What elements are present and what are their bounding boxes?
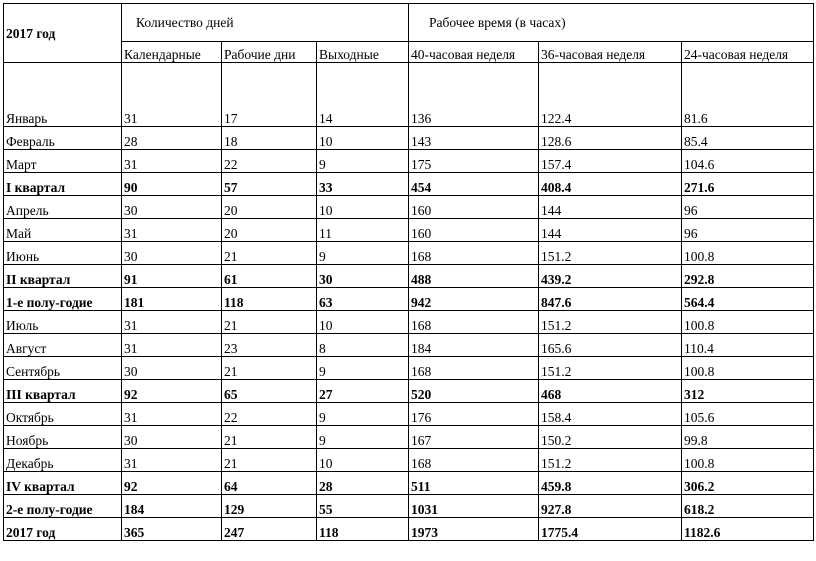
cell-value: 21 xyxy=(222,242,317,265)
cell-value: 21 xyxy=(222,426,317,449)
row-label: 1-е полу-годие xyxy=(4,288,122,311)
cell-value: 65 xyxy=(222,380,317,403)
cell-value: 104.6 xyxy=(682,150,814,173)
cell-value: 99.8 xyxy=(682,426,814,449)
cell-value: 454 xyxy=(409,173,539,196)
cell-value: 64 xyxy=(222,472,317,495)
cell-value: 459.8 xyxy=(539,472,682,495)
cell-value: 168 xyxy=(409,311,539,334)
cell-value: 21 xyxy=(222,357,317,380)
days-group-header: Количество дней xyxy=(122,4,409,42)
cell-value: 176 xyxy=(409,403,539,426)
table-row xyxy=(4,311,814,334)
cell-value: 151.2 xyxy=(539,449,682,472)
table-row xyxy=(4,495,814,518)
row-label: Май xyxy=(4,219,122,242)
cell-value: 9 xyxy=(317,403,409,426)
cell-value: 100.8 xyxy=(682,311,814,334)
cell-value: 1973 xyxy=(409,518,539,541)
cell-value: 9 xyxy=(317,150,409,173)
cell-value: 10 xyxy=(317,449,409,472)
cell-value: 160 xyxy=(409,219,539,242)
cell-value: 31 xyxy=(122,311,222,334)
cell-value: 81.6 xyxy=(682,63,814,127)
cell-value: 27 xyxy=(317,380,409,403)
cell-value: 31 xyxy=(122,219,222,242)
cell-value: 488 xyxy=(409,265,539,288)
cell-value: 143 xyxy=(409,127,539,150)
cell-value: 92 xyxy=(122,380,222,403)
cell-value: 17 xyxy=(222,63,317,127)
row-label: Август xyxy=(4,334,122,357)
cell-value: 28 xyxy=(317,472,409,495)
cell-value: 306.2 xyxy=(682,472,814,495)
cell-value: 31 xyxy=(122,403,222,426)
col-header-workdays: Рабочие дни xyxy=(222,42,317,63)
cell-value: 128.6 xyxy=(539,127,682,150)
cell-value: 96 xyxy=(682,196,814,219)
cell-value: 168 xyxy=(409,357,539,380)
cell-value: 144 xyxy=(539,196,682,219)
table-body xyxy=(4,63,814,541)
table-row xyxy=(4,288,814,311)
row-label: Декабрь xyxy=(4,449,122,472)
working-time-table xyxy=(3,3,814,541)
row-label: III квартал xyxy=(4,380,122,403)
table-row xyxy=(4,242,814,265)
cell-value: 151.2 xyxy=(539,357,682,380)
cell-value: 22 xyxy=(222,150,317,173)
cell-value: 942 xyxy=(409,288,539,311)
cell-value: 33 xyxy=(317,173,409,196)
cell-value: 100.8 xyxy=(682,242,814,265)
cell-value: 31 xyxy=(122,63,222,127)
row-label: Октябрь xyxy=(4,403,122,426)
cell-value: 105.6 xyxy=(682,403,814,426)
cell-value: 292.8 xyxy=(682,265,814,288)
cell-value: 20 xyxy=(222,219,317,242)
cell-value: 122.4 xyxy=(539,63,682,127)
row-label: Февраль xyxy=(4,127,122,150)
table-row xyxy=(4,127,814,150)
cell-value: 91 xyxy=(122,265,222,288)
cell-value: 520 xyxy=(409,380,539,403)
cell-value: 30 xyxy=(122,242,222,265)
table-row xyxy=(4,219,814,242)
cell-value: 85.4 xyxy=(682,127,814,150)
row-label: Июнь xyxy=(4,242,122,265)
cell-value: 8 xyxy=(317,334,409,357)
cell-value: 365 xyxy=(122,518,222,541)
cell-value: 10 xyxy=(317,311,409,334)
cell-value: 31 xyxy=(122,150,222,173)
cell-value: 136 xyxy=(409,63,539,127)
col-header-40h: 40-часовая неделя xyxy=(409,42,539,63)
row-label: Апрель xyxy=(4,196,122,219)
cell-value: 57 xyxy=(222,173,317,196)
cell-value: 181 xyxy=(122,288,222,311)
cell-value: 564.4 xyxy=(682,288,814,311)
cell-value: 271.6 xyxy=(682,173,814,196)
cell-value: 30 xyxy=(122,426,222,449)
col-header-weekends: Выходные xyxy=(317,42,409,63)
col-header-36h: 36-часовая неделя xyxy=(539,42,682,63)
cell-value: 10 xyxy=(317,127,409,150)
cell-value: 21 xyxy=(222,449,317,472)
row-label: I квартал xyxy=(4,173,122,196)
cell-value: 168 xyxy=(409,449,539,472)
cell-value: 184 xyxy=(409,334,539,357)
table-row xyxy=(4,265,814,288)
cell-value: 23 xyxy=(222,334,317,357)
row-label: Март xyxy=(4,150,122,173)
cell-value: 511 xyxy=(409,472,539,495)
cell-value: 100.8 xyxy=(682,449,814,472)
cell-value: 151.2 xyxy=(539,311,682,334)
row-label: IV квартал xyxy=(4,472,122,495)
cell-value: 167 xyxy=(409,426,539,449)
row-label: Январь xyxy=(4,63,122,127)
cell-value: 30 xyxy=(317,265,409,288)
cell-value: 30 xyxy=(122,196,222,219)
table-row xyxy=(4,449,814,472)
hours-group-header: Рабочее время (в часах) xyxy=(409,4,814,42)
table-row xyxy=(4,196,814,219)
col-header-24h: 24-часовая неделя xyxy=(682,42,814,63)
cell-value: 30 xyxy=(122,357,222,380)
cell-value: 18 xyxy=(222,127,317,150)
row-label: II квартал xyxy=(4,265,122,288)
col-header-calendar: Календарные xyxy=(122,42,222,63)
row-label: Сентябрь xyxy=(4,357,122,380)
table-row xyxy=(4,403,814,426)
cell-value: 90 xyxy=(122,173,222,196)
row-label: 2-е полу-годие xyxy=(4,495,122,518)
cell-value: 28 xyxy=(122,127,222,150)
cell-value: 151.2 xyxy=(539,242,682,265)
cell-value: 1182.6 xyxy=(682,518,814,541)
cell-value: 312 xyxy=(682,380,814,403)
table-row xyxy=(4,518,814,541)
cell-value: 247 xyxy=(222,518,317,541)
table-row xyxy=(4,426,814,449)
cell-value: 175 xyxy=(409,150,539,173)
cell-value: 14 xyxy=(317,63,409,127)
cell-value: 110.4 xyxy=(682,334,814,357)
cell-value: 150.2 xyxy=(539,426,682,449)
cell-value: 100.8 xyxy=(682,357,814,380)
cell-value: 160 xyxy=(409,196,539,219)
row-label: Ноябрь xyxy=(4,426,122,449)
table-row xyxy=(4,472,814,495)
cell-value: 1031 xyxy=(409,495,539,518)
row-label: Июль xyxy=(4,311,122,334)
cell-value: 10 xyxy=(317,196,409,219)
cell-value: 158.4 xyxy=(539,403,682,426)
table-row xyxy=(4,63,814,127)
row-label: 2017 год xyxy=(4,518,122,541)
cell-value: 96 xyxy=(682,219,814,242)
cell-value: 408.4 xyxy=(539,173,682,196)
year-header: 2017 год xyxy=(4,4,122,63)
cell-value: 11 xyxy=(317,219,409,242)
cell-value: 468 xyxy=(539,380,682,403)
cell-value: 63 xyxy=(317,288,409,311)
cell-value: 9 xyxy=(317,426,409,449)
table-row xyxy=(4,380,814,403)
cell-value: 55 xyxy=(317,495,409,518)
cell-value: 157.4 xyxy=(539,150,682,173)
table-row xyxy=(4,334,814,357)
cell-value: 927.8 xyxy=(539,495,682,518)
cell-value: 618.2 xyxy=(682,495,814,518)
cell-value: 439.2 xyxy=(539,265,682,288)
cell-value: 129 xyxy=(222,495,317,518)
table-row xyxy=(4,150,814,173)
cell-value: 9 xyxy=(317,357,409,380)
cell-value: 184 xyxy=(122,495,222,518)
cell-value: 31 xyxy=(122,334,222,357)
cell-value: 118 xyxy=(317,518,409,541)
cell-value: 20 xyxy=(222,196,317,219)
table-row xyxy=(4,173,814,196)
cell-value: 165.6 xyxy=(539,334,682,357)
cell-value: 61 xyxy=(222,265,317,288)
cell-value: 92 xyxy=(122,472,222,495)
cell-value: 168 xyxy=(409,242,539,265)
cell-value: 31 xyxy=(122,449,222,472)
cell-value: 22 xyxy=(222,403,317,426)
cell-value: 847.6 xyxy=(539,288,682,311)
table-row xyxy=(4,357,814,380)
cell-value: 9 xyxy=(317,242,409,265)
cell-value: 144 xyxy=(539,219,682,242)
cell-value: 21 xyxy=(222,311,317,334)
cell-value: 118 xyxy=(222,288,317,311)
cell-value: 1775.4 xyxy=(539,518,682,541)
